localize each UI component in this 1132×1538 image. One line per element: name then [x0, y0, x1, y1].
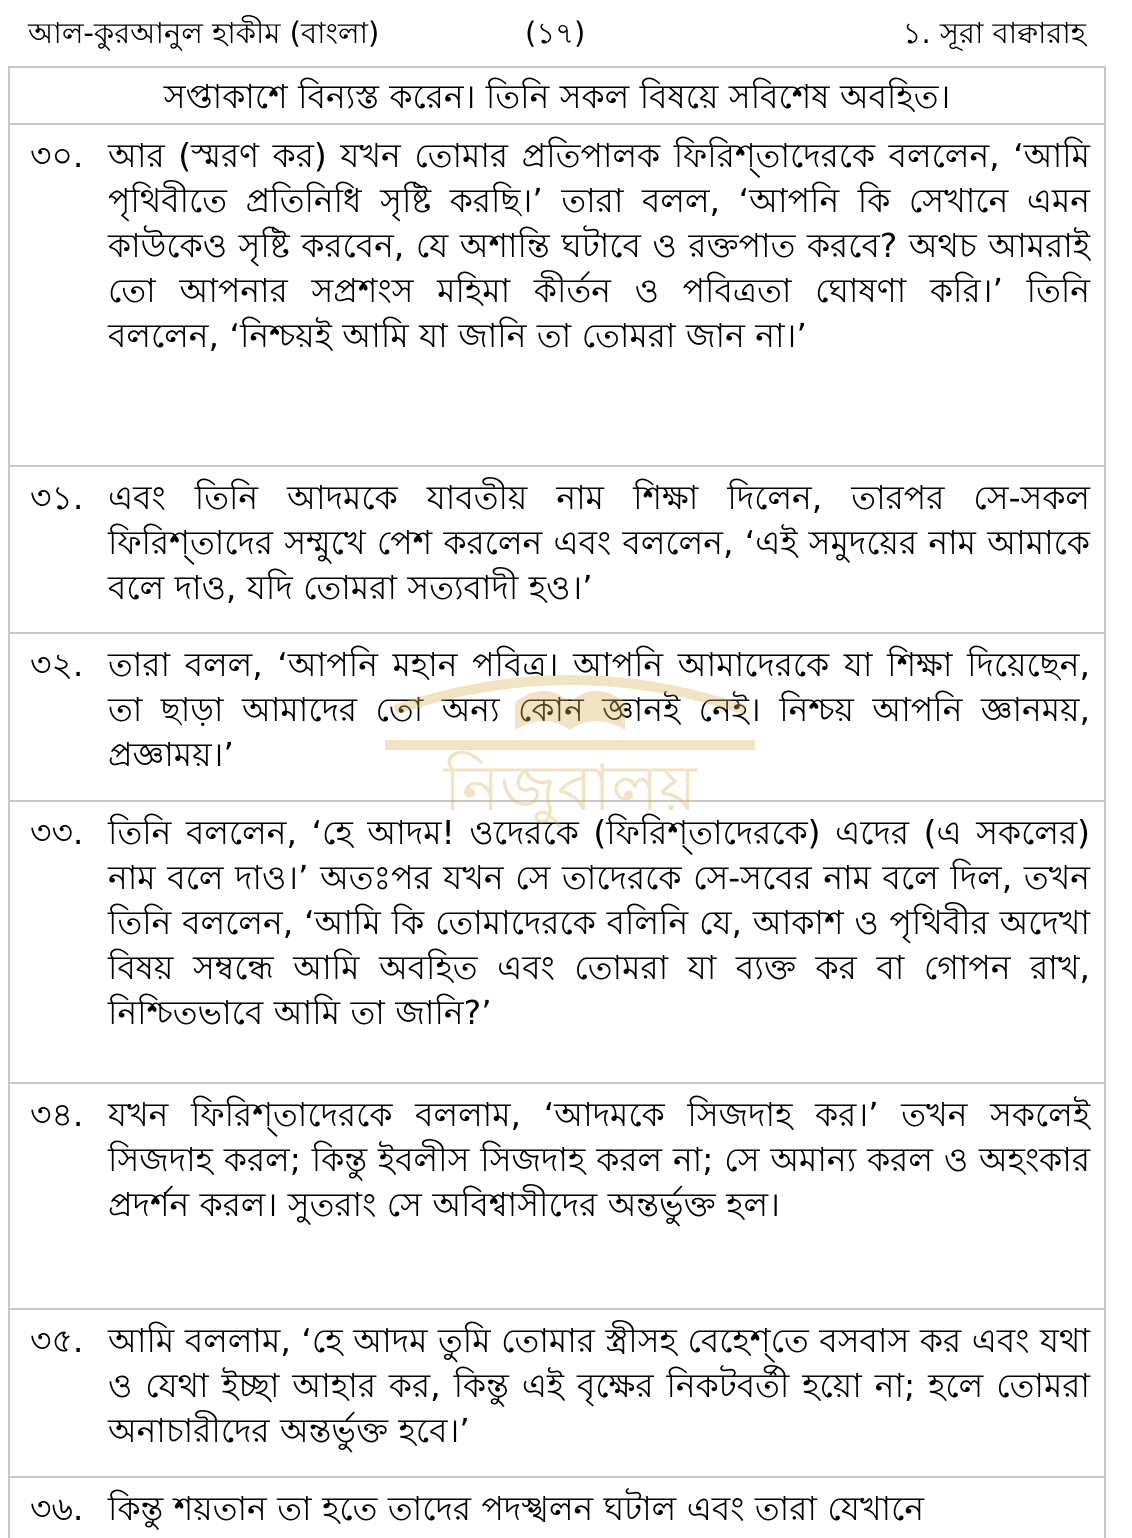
verse-number: ৩১. [30, 478, 84, 517]
verse-number: ৩২. [30, 645, 84, 684]
verse-text: যখন ফিরিশ্‌তাদেরকে বললাম, ‘আদমকে সিজদাহ কর।’ তখন সকলেই সিজদাহ করল; কিন্তু ইবলীস সিজদাহ করল না; সে অমান্য করল ও অহংকার প্রদর্শন করল। সুতরাং সে অবিশ্বাসীদের অন্তর্ভুক্ত হল। [108, 1095, 1090, 1224]
book-title: আল-কুরআনুল হাকীম (বাংলা) [28, 16, 380, 50]
page-number: (১৭) [525, 16, 586, 50]
verse-text: তারা বলল, ‘আপনি মহান পবিত্র। আপনি আমাদেরকে যা শিক্ষা দিয়েছেন, তা ছাড়া আমাদের তো অন্য কোন জ্ঞানই নেই। নিশ্চয় আপনি জ্ঞানময়, প্রজ্ঞাময়।’ [108, 645, 1090, 774]
page-header [0, 0, 1132, 66]
verse-block-30 [8, 123, 1106, 465]
verse-text: কিন্তু শয়তান তা হতে তাদের পদস্খলন ঘটাল এবং তারা যেখানে [108, 1489, 925, 1528]
verse-text: এবং তিনি আদমকে যাবতীয় নাম শিক্ষা দিলেন, তারপর সে-সকল ফিরিশ্‌তাদের সম্মুখে পেশ করলেন এবং বললেন, ‘এই সমুদয়ের নাম আমাকে বলে দাও, যদি তোমরা সত্যবাদী হও।’ [108, 478, 1090, 607]
verse-text: আর (স্মরণ কর) যখন তোমার প্রতিপালক ফিরিশ্‌তাদেরকে বললেন, ‘আমি পৃথিবীতে প্রতিনিধি সৃষ্টি করছি।’ তারা বলল, ‘আপনি কি সেখানে এমন কাউকেও সৃষ্টি করবেন, যে অশান্তি ঘটাবে ও রক্তপাত করবে? অথচ আমরাই তো আপনার সপ্রশংস মহিমা কীর্তন ও পবিত্রতা ঘোষণা করি।’ তিনি বললেন, ‘নিশ্চয়ই আমি যা জানি তা তোমরা জান না।’ [108, 136, 1090, 355]
verse-block-31 [8, 465, 1106, 632]
verse-block-34 [8, 1082, 1106, 1308]
verse-number: ৩০. [30, 136, 84, 175]
surah-name: ১. সূরা বাক্বারাহ [902, 16, 1086, 50]
verse-text: সপ্তাকাশে বিন্যস্ত করেন। তিনি সকল বিষয়ে সবিশেষ অবহিত। [163, 77, 951, 116]
verse-block-32 [8, 632, 1106, 800]
verse-block-35 [8, 1308, 1106, 1476]
verse-text: আমি বললাম, ‘হে আদম তুমি তোমার স্ত্রীসহ বেহেশ্‌তে বসবাস কর এবং যথা ও যেথা ইচ্ছা আহার কর, কিন্তু এই বৃক্ষের নিকটবর্তী হয়ো না; হলে তোমরা অনাচারীদের অন্তর্ভুক্ত হবে।’ [108, 1321, 1090, 1450]
verse-block-33 [8, 800, 1106, 1082]
verse-text: তিনি বললেন, ‘হে আদম! ওদেরকে (ফিরিশ্‌তাদেরকে) এদের (এ সকলের) নাম বলে দাও।’ অতঃপর যখন সে তাদেরকে সে-সবের নাম বলে দিল, তখন তিনি বললেন, ‘আমি কি তোমাদেরকে বলিনি যে, আকাশ ও পৃথিবীর অদেখা বিষয় সম্বন্ধে আমি অবহিত এবং তোমরা যা ব্যক্ত কর বা গোপন রাখ, নিশ্চিতভাবে আমি তা জানি?’ [108, 813, 1090, 1032]
verse-number: ৩৩. [30, 813, 84, 852]
watermark-text: নিজুবালয় [443, 752, 697, 826]
verse-block-continuation [8, 66, 1106, 123]
verse-number: ৩৪. [30, 1095, 84, 1134]
verse-number: ৩৫. [30, 1321, 84, 1360]
verse-number: ৩৬. [30, 1489, 84, 1528]
verse-block-36 [8, 1476, 1106, 1538]
